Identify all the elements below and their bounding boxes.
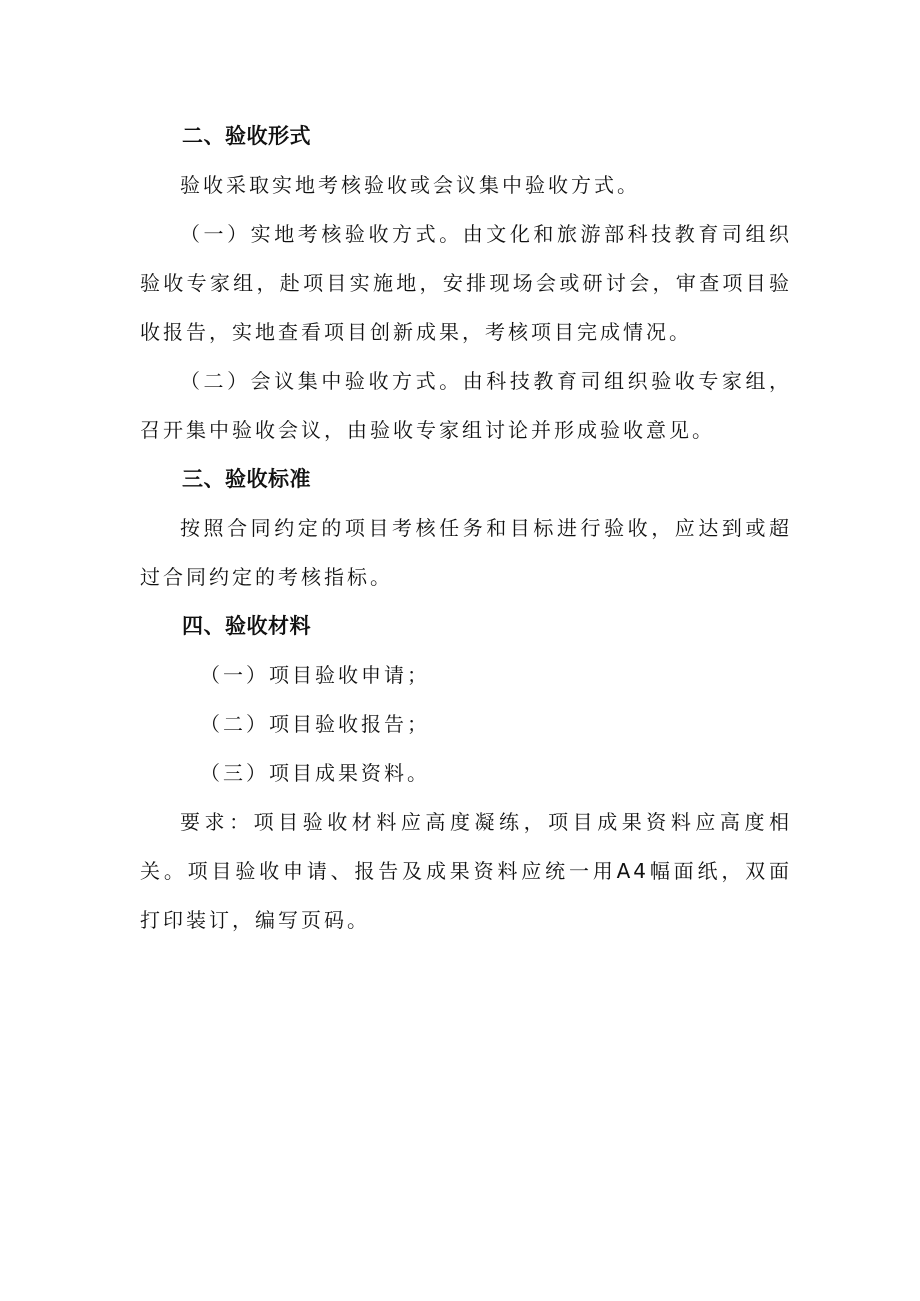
section-heading-form: 二、验收形式 [182,124,311,148]
list-item-material-report: （二）项目验收报告； [200,712,430,736]
section-heading-materials: 四、验收材料 [182,614,311,638]
paragraph-meeting-acceptance: （二）会议集中验收方式。由科技教育司组织验收专家组，召开集中验收会议，由验收专家组讨论并形成验收意见。 [140,369,792,442]
list-item-material-application: （一）项目验收申请； [200,663,430,687]
section-heading-standard: 三、验收标准 [182,467,311,491]
document-body [140,112,792,945]
paragraph-standard: 按照合同约定的项目考核任务和目标进行验收，应达到或超过合同约定的考核指标。 [140,516,792,589]
paragraph-form-intro: 验收采取实地考核验收或会议集中验收方式。 [180,173,640,197]
paragraph-onsite-acceptance: （一）实地考核验收方式。由文化和旅游部科技教育司组织验收专家组，赴项目实施地，安排现场会或研讨会，审查项目验收报告，实地查看项目创新成果，考核项目完成情况。 [140,222,792,344]
list-item-material-results: （三）项目成果资料。 [200,761,430,785]
paragraph-requirement: 要求：项目验收材料应高度凝练，项目成果资料应高度相关。项目验收申请、报告及成果资料应统一用A4幅面纸，双面打印装订，编写页码。 [140,810,792,932]
